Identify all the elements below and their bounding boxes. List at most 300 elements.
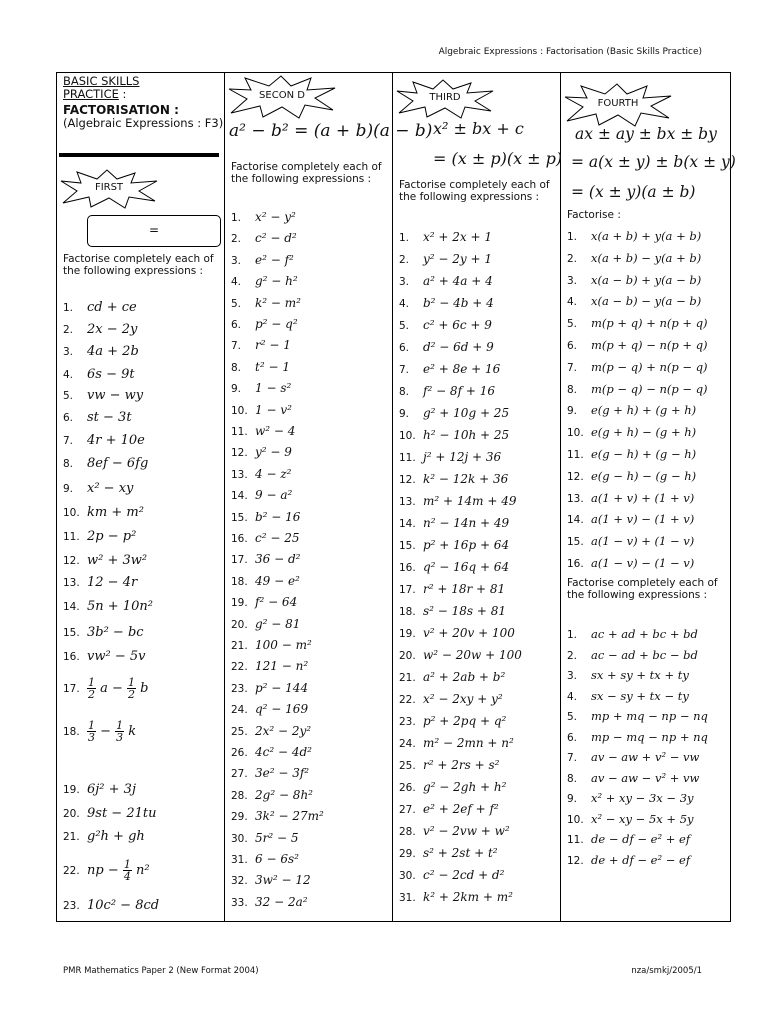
question-number: 2. (63, 324, 74, 336)
column-second (225, 73, 433, 921)
question-number: 8. (567, 383, 578, 396)
question-expression: w² + 3w² (87, 553, 148, 568)
question-expression: 3e² − 3f² (255, 766, 310, 781)
question-number: 12. (399, 474, 416, 486)
question-number: 12. (567, 854, 584, 867)
question-expression: f² − 8f + 16 (423, 384, 495, 398)
question-number: 27. (399, 804, 416, 816)
question-item (231, 895, 308, 910)
question-expression: mp + mq − np − nq (591, 709, 708, 723)
question-number: 9. (567, 793, 578, 805)
question-item (63, 323, 137, 337)
question-item-fraction (63, 859, 150, 882)
question-number: 23. (231, 682, 248, 695)
formula-grouping-1: ax ± ay ± bx ± by (575, 125, 717, 143)
question-item (63, 650, 145, 664)
question-expression: 10c² − 8cd (87, 898, 160, 913)
question-item (63, 345, 139, 359)
question-item (63, 783, 136, 797)
question-item (63, 830, 145, 844)
question-item (399, 670, 505, 685)
question-number: 11. (63, 531, 80, 543)
question-number: 11. (567, 449, 584, 461)
question-number: 4. (567, 690, 578, 703)
question-number: 12. (231, 447, 248, 460)
question-expression: 49 − e² (255, 573, 300, 588)
question-item (399, 362, 500, 377)
question-number: 12. (567, 470, 584, 483)
question-expression: e² − f² (255, 252, 294, 267)
question-item (399, 582, 505, 597)
question-expression: 9 − a² (255, 488, 293, 503)
question-expression: 3b² − bc (87, 625, 144, 640)
instruction-third: Factorise completely each of the following expressions : (399, 179, 550, 203)
question-item (231, 873, 311, 888)
question-item-fraction (63, 720, 136, 743)
question-item (63, 899, 159, 913)
question-number: 27. (231, 768, 248, 781)
instruction-fourth: Factorise completely each of the following expressions : (567, 577, 718, 601)
question-number: 29. (399, 848, 416, 860)
question-expression: cd + ce (87, 300, 137, 315)
question-expression: ac + ad + bc + bd (591, 627, 698, 641)
question-number: 14. (63, 601, 80, 613)
column-first (57, 73, 225, 921)
question-item (567, 229, 701, 244)
question-expression: f² − 64 (255, 595, 298, 610)
question-number: 14. (399, 518, 416, 530)
question-expression: 100 − m² (255, 638, 312, 652)
question-number: 9. (567, 405, 578, 418)
question-number: 13. (567, 492, 584, 505)
question-item (567, 338, 708, 353)
question-number: 13. (63, 577, 80, 589)
question-item (567, 316, 708, 331)
question-item (231, 510, 300, 525)
question-item (63, 457, 148, 471)
question-expression: t² − 1 (255, 359, 290, 374)
question-item (567, 534, 694, 549)
question-expression: 4r + 10e (87, 433, 145, 448)
question-item (567, 556, 694, 571)
question-expression: a(1 − v) + (1 − v) (591, 534, 695, 549)
question-item (231, 424, 295, 439)
star-burst-third (395, 79, 495, 119)
question-expression: x² − y² (255, 210, 296, 224)
question-expression: av − aw + v² − vw (591, 750, 700, 764)
question-expression: 5r² − 5 (255, 830, 299, 845)
question-number: 3. (399, 276, 410, 288)
question-item (231, 274, 298, 289)
question-item (63, 389, 143, 403)
question-expression: v² + 20v + 100 (423, 626, 515, 640)
question-expression: 4a + 2b (87, 344, 139, 359)
question-number: 5. (567, 711, 578, 723)
question-item (231, 210, 296, 225)
question-number: 22. (231, 661, 248, 674)
question-item (63, 807, 156, 821)
question-number: 15. (231, 511, 248, 524)
question-item (231, 766, 309, 781)
question-item (399, 406, 509, 421)
question-item (231, 745, 312, 760)
question-number: 16. (567, 558, 584, 570)
question-number: 14. (231, 490, 248, 503)
question-expression: km + m² (87, 505, 144, 520)
question-number: 18. (231, 575, 248, 588)
question-expression: b² − 4b + 4 (423, 296, 494, 310)
question-expression: x² − 2xy + y² (423, 692, 503, 706)
question-expression: q² − 16q + 64 (423, 560, 510, 574)
question-expression: 121 − n² (255, 659, 309, 674)
question-item (399, 780, 506, 795)
question-number: 1. (231, 212, 242, 224)
question-item (231, 724, 311, 739)
question-number: 31. (231, 854, 248, 866)
question-item (399, 450, 501, 465)
question-item (399, 846, 498, 861)
question-expression: n² − 14n + 49 (423, 516, 510, 530)
question-number: 10. (567, 427, 584, 440)
question-expression: a² + 4a + 4 (423, 274, 493, 288)
question-expression: y² − 2y + 1 (423, 252, 493, 266)
question-expression: j² + 12j + 36 (423, 450, 502, 464)
question-number: 5. (231, 297, 242, 310)
star-label-first: FIRST (94, 182, 124, 193)
question-item (399, 824, 510, 839)
question-expression: 32 − 2a² (255, 894, 308, 909)
question-item (399, 692, 503, 707)
question-number: 7. (399, 364, 410, 376)
question-number: 3. (567, 670, 578, 682)
question-expression: $\frac{1}{3}$ − $\frac{1}{3}$ k (88, 719, 137, 744)
question-number: 5. (567, 318, 578, 331)
question-expression: st − 3t (87, 410, 132, 425)
question-expression: av − aw − v² + vw (591, 770, 700, 785)
question-expression: s² + 2st + t² (423, 846, 498, 860)
question-number: 9. (231, 383, 242, 396)
question-number: 5. (63, 390, 74, 402)
question-item (231, 296, 301, 311)
question-number: 28. (231, 789, 248, 802)
question-item (231, 317, 298, 332)
question-expression: a(1 + v) − (1 + v) (591, 512, 695, 527)
question-item (231, 595, 297, 610)
question-item (63, 530, 136, 544)
question-item (399, 890, 513, 905)
question-expression: g² − 2gh + h² (423, 780, 507, 794)
question-number: 15. (567, 536, 584, 549)
question-expression: r² + 18r + 81 (423, 582, 506, 596)
question-item (567, 512, 694, 527)
question-expression: k² − m² (255, 295, 301, 310)
question-number: 7. (567, 361, 578, 374)
question-expression: c² − 25 (255, 531, 300, 545)
question-item (567, 360, 708, 375)
formula-grouping-3: = (x ± y)(a ± b) (571, 183, 696, 201)
question-item (63, 626, 144, 640)
question-number: 2. (567, 252, 578, 265)
question-number: 28. (399, 826, 416, 838)
question-item (567, 668, 689, 683)
question-number: 31. (399, 892, 416, 904)
question-item (399, 802, 499, 817)
question-expression: 3w² − 12 (255, 873, 311, 888)
question-number: 6. (567, 340, 578, 352)
question-item (567, 648, 698, 663)
question-expression: ac − ad + bc − bd (591, 647, 698, 662)
question-number: 24. (399, 738, 416, 750)
instruction-second: Factorise completely each of the following expressions : (231, 161, 382, 185)
question-number: 19. (399, 628, 416, 640)
question-number: 10. (399, 430, 416, 442)
question-item (399, 736, 514, 751)
question-expression: d² − 6d + 9 (423, 340, 494, 354)
question-expression: 6 − 6s² (255, 852, 299, 866)
question-number: 30. (399, 870, 416, 882)
question-number: 2. (399, 254, 410, 266)
question-expression: g² − h² (255, 274, 298, 289)
question-expression: x(a − b) + y(a − b) (591, 272, 702, 287)
title-line-2: PRACTICE (63, 87, 119, 101)
question-number: 21. (63, 831, 80, 843)
question-number: 3. (567, 274, 578, 287)
question-number: 21. (231, 640, 248, 652)
question-expression: w² − 20w + 100 (423, 648, 522, 662)
question-number: 26. (399, 782, 416, 794)
question-expression: 5n + 10n² (87, 599, 153, 614)
question-number: 18. (399, 606, 416, 618)
question-number: 4. (399, 298, 410, 310)
question-item (231, 831, 299, 846)
title-line-1: BASIC SKILLS (63, 74, 140, 88)
question-expression: 6j² + 3j (87, 782, 136, 797)
question-expression: x² − xy (87, 481, 134, 496)
question-expression: g²h + gh (87, 829, 145, 844)
question-item-fraction (63, 677, 149, 700)
question-expression: c² − 2cd + d² (423, 868, 505, 882)
question-number: 11. (231, 426, 248, 438)
question-item (567, 403, 696, 418)
question-item (231, 702, 308, 717)
question-number: 4. (231, 276, 242, 289)
question-expression: g² − 81 (255, 616, 301, 631)
question-item (399, 626, 515, 641)
question-item (399, 714, 506, 729)
star-label-third: THIRD (429, 92, 461, 103)
question-item (231, 552, 300, 567)
question-expression: $\frac{1}{2}$ a − $\frac{1}{2}$ b (88, 676, 149, 701)
question-item (399, 230, 492, 245)
question-expression: r² − 1 (255, 338, 291, 353)
question-item (567, 469, 696, 484)
question-number: 14. (567, 514, 584, 527)
question-number: 19. (63, 784, 80, 796)
question-item (231, 659, 308, 674)
question-number: 13. (399, 496, 416, 508)
question-expression: x² − xy − 5x + 5y (591, 811, 694, 826)
question-number: 16. (63, 651, 80, 663)
question-number: 30. (231, 832, 248, 845)
question-expression: x² + xy − 3x − 3y (591, 791, 694, 805)
question-expression: x² + 2x + 1 (423, 230, 492, 244)
question-item (567, 273, 701, 288)
question-item (231, 488, 292, 503)
question-number: 32. (231, 875, 248, 888)
question-expression: vw − wy (87, 388, 144, 403)
question-expression: h² − 10h + 25 (423, 428, 510, 442)
star-burst-fourth (563, 83, 673, 127)
question-number: 11. (399, 452, 416, 464)
question-expression: de − df − e² + ef (591, 832, 691, 846)
question-number: 20. (63, 808, 80, 820)
star-label-second: SECON D (259, 90, 305, 101)
question-expression: y² − 9 (255, 445, 292, 460)
question-expression: p² − 144 (255, 680, 309, 695)
question-expression: q² − 169 (255, 702, 309, 717)
question-item (231, 445, 292, 460)
question-expression: 12 − 4r (87, 575, 138, 590)
question-expression: x(a + b) − y(a + b) (591, 250, 702, 265)
question-number: 11. (567, 834, 584, 846)
question-item (231, 809, 324, 824)
question-number: 16. (231, 533, 248, 545)
question-item (399, 274, 493, 289)
question-number: 6. (231, 319, 242, 331)
worksheet-table (56, 72, 736, 922)
question-expression: 36 − d² (255, 552, 301, 567)
question-number: 21. (399, 672, 416, 684)
question-expression: x(a + b) + y(a + b) (591, 229, 702, 243)
question-item (63, 576, 137, 590)
question-expression: 2p − p² (87, 529, 137, 544)
question-item (567, 853, 690, 868)
question-number: 1. (63, 302, 74, 314)
question-expression: p² + 16p + 64 (423, 538, 510, 552)
question-number: 20. (399, 650, 416, 662)
question-expression: a(1 − v) − (1 − v) (591, 556, 695, 570)
question-item (567, 447, 696, 462)
question-item (567, 771, 699, 786)
question-number: 15. (63, 627, 80, 639)
question-item (567, 750, 699, 765)
question-number: 10. (567, 813, 584, 826)
question-item (63, 434, 145, 448)
question-number: 16. (399, 562, 416, 574)
question-expression: 2g² − 8h² (255, 787, 313, 802)
question-number: 23. (63, 900, 80, 912)
question-number: 22. (63, 865, 80, 877)
question-item (399, 604, 506, 619)
question-number: 8. (231, 361, 242, 374)
question-expression: 2x² − 2y² (255, 723, 312, 738)
question-number: 6. (63, 412, 74, 424)
question-item (231, 638, 312, 653)
question-expression: mp − mq − np + nq (591, 729, 708, 744)
question-expression: e(g + h) + (g + h) (591, 403, 697, 418)
question-expression: m(p − q) − n(p − q) (591, 381, 708, 396)
question-item (567, 689, 689, 704)
formula-trinomial: x² ± bx + c (433, 119, 524, 138)
question-item (399, 538, 509, 553)
question-number: 12. (63, 555, 80, 567)
star-burst-first (59, 169, 159, 209)
question-item (567, 251, 701, 266)
question-expression: 9st − 21tu (87, 806, 157, 821)
question-expression: e² + 2ef + f² (423, 802, 499, 816)
question-item (63, 554, 147, 568)
question-item (567, 425, 696, 440)
question-number: 13. (231, 468, 248, 481)
question-expression: 4 − z² (255, 466, 292, 481)
question-number: 20. (231, 618, 248, 631)
question-item (231, 852, 299, 867)
question-number: 23. (399, 716, 416, 728)
question-number: 1. (567, 231, 578, 243)
question-expression: g² + 10g + 25 (423, 406, 510, 420)
question-item (231, 231, 297, 246)
question-expression: w² − 4 (255, 424, 296, 438)
column-third (393, 73, 561, 921)
question-item (399, 758, 499, 773)
question-number: 2. (231, 233, 242, 246)
question-expression: 6s − 9t (87, 367, 135, 382)
worksheet-title (63, 75, 223, 130)
question-item (399, 494, 516, 509)
question-number: 17. (399, 584, 416, 596)
star-label-fourth: FOURTH (597, 98, 639, 109)
question-item (231, 467, 291, 482)
title-sub: (Algebraic Expressions : F3) (63, 116, 224, 130)
question-number: 6. (567, 731, 578, 744)
question-number: 9. (399, 408, 410, 420)
question-item (567, 730, 708, 745)
question-item (63, 301, 137, 315)
instruction-first: Factorise completely each of the following expressions : (63, 253, 214, 277)
formula-trinomial-factor: = (x ± p)(x ± p) (433, 149, 563, 168)
question-number: 7. (63, 435, 74, 447)
question-item (63, 506, 144, 520)
question-item (567, 382, 708, 397)
question-number: 18. (63, 726, 80, 738)
question-item (399, 318, 492, 333)
question-item (231, 574, 300, 589)
question-item (567, 791, 694, 806)
question-item (231, 338, 291, 353)
question-number: 26. (231, 747, 248, 759)
question-number: 8. (567, 772, 578, 785)
question-expression: m² + 14m + 49 (423, 494, 517, 508)
title-bold: FACTORISATION : (63, 103, 179, 117)
question-item (231, 531, 299, 546)
question-number: 17. (63, 683, 80, 695)
question-number: 1. (567, 629, 578, 641)
question-number: 10. (63, 507, 80, 519)
question-item (567, 627, 698, 642)
question-item (399, 252, 492, 267)
question-expression: de + df − e² − ef (591, 852, 691, 867)
question-item (63, 368, 135, 382)
question-item (399, 384, 495, 399)
question-item (567, 812, 694, 827)
question-expression: v² − 2vw + w² (423, 824, 510, 838)
question-item (399, 296, 494, 311)
title-divider (59, 153, 219, 157)
question-expression: np − $\frac{1}{4}$ n² (87, 858, 150, 883)
question-number: 17. (231, 554, 248, 567)
label-factorise: Factorise : (567, 209, 621, 221)
question-expression: m² − 2mn + n² (423, 736, 514, 750)
